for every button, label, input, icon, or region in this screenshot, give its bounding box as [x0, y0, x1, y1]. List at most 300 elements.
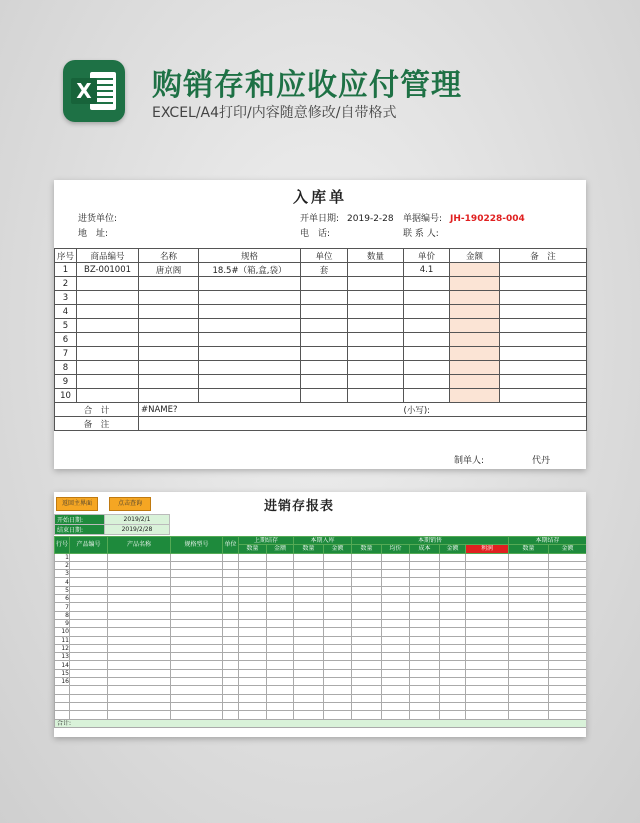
table-cell[interactable]	[239, 686, 267, 694]
table-cell[interactable]	[549, 644, 586, 652]
table-cell[interactable]	[440, 644, 466, 652]
table-cell[interactable]	[549, 578, 586, 586]
table-cell[interactable]	[171, 553, 223, 561]
table-cell[interactable]	[239, 619, 267, 627]
table-cell[interactable]	[108, 669, 171, 677]
table-cell[interactable]	[410, 578, 440, 586]
table-cell[interactable]	[77, 389, 139, 403]
table-cell[interactable]	[410, 603, 440, 611]
table-cell[interactable]	[139, 347, 199, 361]
table-cell[interactable]	[77, 375, 139, 389]
table-cell[interactable]	[324, 694, 352, 702]
table-cell[interactable]	[294, 669, 324, 677]
table-cell[interactable]	[324, 570, 352, 578]
table-cell[interactable]	[500, 347, 587, 361]
table-cell[interactable]	[450, 389, 500, 403]
table-cell[interactable]	[500, 333, 587, 347]
table-cell[interactable]	[410, 586, 440, 594]
table-cell[interactable]	[348, 319, 404, 333]
table-cell[interactable]	[382, 711, 410, 719]
table-cell[interactable]	[108, 578, 171, 586]
table-cell[interactable]	[301, 291, 348, 305]
table-cell[interactable]	[500, 291, 587, 305]
table-cell[interactable]	[294, 595, 324, 603]
table-cell[interactable]	[294, 686, 324, 694]
table-cell[interactable]	[440, 561, 466, 569]
table-cell[interactable]	[352, 678, 382, 686]
table-cell[interactable]	[108, 611, 171, 619]
table-cell[interactable]	[348, 375, 404, 389]
table-cell[interactable]	[382, 644, 410, 652]
table-cell[interactable]	[294, 678, 324, 686]
table-cell[interactable]	[440, 661, 466, 669]
table-cell[interactable]	[549, 553, 586, 561]
start-date-input[interactable]: 2019/2/1	[105, 515, 170, 525]
table-cell[interactable]	[108, 586, 171, 594]
table-cell[interactable]	[70, 611, 108, 619]
table-cell[interactable]	[171, 678, 223, 686]
table-cell[interactable]	[199, 375, 301, 389]
table-cell[interactable]	[301, 319, 348, 333]
table-cell[interactable]	[549, 619, 586, 627]
table-cell[interactable]	[223, 628, 239, 636]
table-cell[interactable]	[239, 603, 267, 611]
table-cell[interactable]	[549, 694, 586, 702]
table-cell[interactable]	[239, 561, 267, 569]
table-cell[interactable]	[410, 686, 440, 694]
table-cell[interactable]	[509, 595, 549, 603]
table-cell[interactable]	[440, 578, 466, 586]
table-cell[interactable]	[509, 669, 549, 677]
back-to-main-button[interactable]: 返回主界面	[56, 497, 98, 511]
table-cell[interactable]	[500, 319, 587, 333]
table-cell[interactable]	[352, 661, 382, 669]
table-cell[interactable]	[440, 678, 466, 686]
table-cell[interactable]	[108, 628, 171, 636]
table-cell[interactable]	[294, 561, 324, 569]
table-cell[interactable]	[171, 595, 223, 603]
table-cell[interactable]	[500, 263, 587, 277]
table-cell[interactable]	[509, 686, 549, 694]
table-cell[interactable]	[223, 678, 239, 686]
table-cell[interactable]	[239, 669, 267, 677]
table-cell[interactable]	[324, 595, 352, 603]
table-cell[interactable]	[77, 305, 139, 319]
table-cell[interactable]	[267, 653, 294, 661]
table-cell[interactable]	[239, 661, 267, 669]
table-cell[interactable]	[77, 277, 139, 291]
table-cell[interactable]	[509, 586, 549, 594]
table-cell[interactable]	[199, 361, 301, 375]
table-cell[interactable]	[171, 586, 223, 594]
table-cell[interactable]	[348, 389, 404, 403]
table-cell[interactable]	[352, 553, 382, 561]
table-cell[interactable]	[440, 603, 466, 611]
table-cell[interactable]	[440, 619, 466, 627]
table-cell[interactable]	[199, 305, 301, 319]
table-cell[interactable]	[267, 595, 294, 603]
table-cell[interactable]	[267, 636, 294, 644]
table-cell[interactable]	[223, 619, 239, 627]
table-cell[interactable]	[108, 561, 171, 569]
table-cell[interactable]	[199, 319, 301, 333]
table-cell[interactable]	[108, 694, 171, 702]
table-cell[interactable]	[549, 636, 586, 644]
table-cell[interactable]	[77, 347, 139, 361]
table-cell[interactable]	[108, 702, 171, 710]
table-cell[interactable]	[466, 628, 509, 636]
table-cell[interactable]	[223, 586, 239, 594]
table-cell[interactable]	[199, 291, 301, 305]
table-cell[interactable]	[267, 570, 294, 578]
table-cell[interactable]	[324, 553, 352, 561]
end-date-input[interactable]: 2019/2/28	[105, 525, 170, 535]
table-cell[interactable]	[450, 347, 500, 361]
table-cell[interactable]	[108, 619, 171, 627]
table-cell[interactable]	[509, 653, 549, 661]
table-cell[interactable]	[223, 561, 239, 569]
table-cell[interactable]	[239, 586, 267, 594]
table-cell[interactable]	[500, 361, 587, 375]
table-cell[interactable]	[509, 678, 549, 686]
table-cell[interactable]	[324, 578, 352, 586]
table-cell[interactable]	[509, 636, 549, 644]
table-cell[interactable]	[410, 694, 440, 702]
docno-value[interactable]: JH-190228-004	[450, 214, 525, 224]
table-cell[interactable]	[239, 711, 267, 719]
table-cell[interactable]	[352, 711, 382, 719]
table-cell[interactable]	[410, 669, 440, 677]
table-cell[interactable]	[324, 686, 352, 694]
table-cell[interactable]	[382, 561, 410, 569]
table-cell[interactable]	[549, 678, 586, 686]
table-cell[interactable]	[301, 305, 348, 319]
table-cell[interactable]	[549, 686, 586, 694]
table-cell[interactable]	[549, 611, 586, 619]
table-cell[interactable]	[223, 653, 239, 661]
table-cell[interactable]	[440, 628, 466, 636]
table-cell[interactable]	[440, 553, 466, 561]
table-cell[interactable]	[239, 644, 267, 652]
table-cell[interactable]	[352, 611, 382, 619]
table-cell[interactable]	[139, 319, 199, 333]
table-cell[interactable]	[410, 570, 440, 578]
table-cell[interactable]	[410, 711, 440, 719]
table-cell[interactable]	[509, 694, 549, 702]
query-button[interactable]: 点击查询	[109, 497, 151, 511]
table-cell[interactable]	[382, 570, 410, 578]
table-cell[interactable]	[171, 711, 223, 719]
table-cell[interactable]	[324, 611, 352, 619]
table-cell[interactable]	[294, 661, 324, 669]
table-cell[interactable]	[410, 702, 440, 710]
table-cell[interactable]	[223, 644, 239, 652]
table-cell[interactable]	[267, 694, 294, 702]
table-cell[interactable]	[139, 333, 199, 347]
table-cell[interactable]	[509, 570, 549, 578]
table-cell[interactable]	[108, 711, 171, 719]
table-cell[interactable]	[294, 553, 324, 561]
table-cell[interactable]	[352, 686, 382, 694]
table-cell[interactable]	[410, 628, 440, 636]
table-cell[interactable]: 唐京阁	[139, 263, 199, 277]
table-cell[interactable]	[450, 263, 500, 277]
table-cell[interactable]	[294, 636, 324, 644]
table-cell[interactable]	[70, 578, 108, 586]
table-cell[interactable]	[239, 653, 267, 661]
table-cell[interactable]	[410, 611, 440, 619]
table-cell[interactable]	[301, 375, 348, 389]
table-cell[interactable]	[352, 669, 382, 677]
table-cell[interactable]	[549, 661, 586, 669]
table-cell[interactable]	[324, 669, 352, 677]
table-cell[interactable]	[549, 702, 586, 710]
table-cell[interactable]	[450, 277, 500, 291]
table-cell[interactable]	[267, 644, 294, 652]
table-cell[interactable]	[108, 553, 171, 561]
table-cell[interactable]	[466, 578, 509, 586]
table-cell[interactable]	[239, 694, 267, 702]
table-cell[interactable]: 4.1	[404, 263, 450, 277]
table-cell[interactable]	[348, 263, 404, 277]
table-cell[interactable]	[410, 653, 440, 661]
table-cell[interactable]	[450, 319, 500, 333]
table-cell[interactable]	[70, 678, 108, 686]
table-cell[interactable]	[267, 619, 294, 627]
table-cell[interactable]	[294, 619, 324, 627]
table-cell[interactable]	[324, 653, 352, 661]
table-cell[interactable]	[382, 653, 410, 661]
table-cell[interactable]	[301, 361, 348, 375]
table-cell[interactable]	[70, 628, 108, 636]
table-cell[interactable]	[301, 333, 348, 347]
table-cell[interactable]	[348, 361, 404, 375]
table-cell[interactable]	[410, 661, 440, 669]
table-cell[interactable]	[404, 375, 450, 389]
table-cell[interactable]	[410, 644, 440, 652]
table-cell[interactable]	[324, 586, 352, 594]
table-cell[interactable]	[239, 628, 267, 636]
table-cell[interactable]	[500, 277, 587, 291]
table-cell[interactable]	[348, 347, 404, 361]
table-cell[interactable]	[70, 586, 108, 594]
table-cell[interactable]	[509, 553, 549, 561]
table-cell[interactable]	[404, 361, 450, 375]
table-cell[interactable]	[500, 389, 587, 403]
table-cell[interactable]	[352, 636, 382, 644]
remark-cell[interactable]	[139, 417, 587, 431]
table-cell[interactable]	[382, 628, 410, 636]
table-cell[interactable]	[267, 561, 294, 569]
table-cell[interactable]	[549, 628, 586, 636]
table-cell[interactable]	[382, 702, 410, 710]
table-cell[interactable]	[223, 636, 239, 644]
table-cell[interactable]	[410, 561, 440, 569]
table-cell[interactable]	[450, 305, 500, 319]
table-cell[interactable]	[352, 586, 382, 594]
table-cell[interactable]	[294, 711, 324, 719]
table-cell[interactable]	[324, 644, 352, 652]
table-cell[interactable]	[171, 694, 223, 702]
table-cell[interactable]	[77, 291, 139, 305]
table-cell[interactable]	[139, 389, 199, 403]
table-cell[interactable]	[139, 361, 199, 375]
table-cell[interactable]	[549, 669, 586, 677]
table-cell[interactable]	[466, 661, 509, 669]
table-cell[interactable]	[70, 603, 108, 611]
table-cell[interactable]	[267, 669, 294, 677]
table-cell[interactable]	[171, 653, 223, 661]
table-cell[interactable]	[70, 653, 108, 661]
table-cell[interactable]	[382, 636, 410, 644]
table-cell[interactable]	[294, 653, 324, 661]
table-cell[interactable]	[466, 570, 509, 578]
table-cell[interactable]	[70, 619, 108, 627]
table-cell[interactable]	[466, 653, 509, 661]
table-cell[interactable]	[324, 702, 352, 710]
table-cell[interactable]	[171, 669, 223, 677]
table-cell[interactable]	[382, 686, 410, 694]
table-cell[interactable]	[324, 636, 352, 644]
table-cell[interactable]	[348, 305, 404, 319]
table-cell[interactable]	[267, 611, 294, 619]
table-cell[interactable]	[509, 619, 549, 627]
table-cell[interactable]	[382, 678, 410, 686]
table-cell[interactable]	[466, 611, 509, 619]
table-cell[interactable]	[382, 595, 410, 603]
table-cell[interactable]	[77, 333, 139, 347]
table-cell[interactable]	[509, 711, 549, 719]
table-cell[interactable]	[199, 333, 301, 347]
table-cell[interactable]	[70, 694, 108, 702]
table-cell[interactable]	[410, 636, 440, 644]
table-cell[interactable]	[410, 678, 440, 686]
table-cell[interactable]	[171, 636, 223, 644]
table-cell[interactable]	[301, 389, 348, 403]
table-cell[interactable]	[509, 628, 549, 636]
table-cell[interactable]	[171, 686, 223, 694]
table-cell[interactable]	[294, 603, 324, 611]
table-cell[interactable]	[324, 711, 352, 719]
table-cell[interactable]: 套	[301, 263, 348, 277]
table-cell[interactable]	[267, 553, 294, 561]
table-cell[interactable]	[223, 694, 239, 702]
table-cell[interactable]	[239, 595, 267, 603]
table-cell[interactable]	[267, 686, 294, 694]
table-cell[interactable]	[440, 611, 466, 619]
table-cell[interactable]	[267, 711, 294, 719]
table-cell[interactable]	[466, 595, 509, 603]
table-cell[interactable]	[70, 561, 108, 569]
date-value[interactable]: 2019-2-28	[347, 214, 394, 224]
table-cell[interactable]	[450, 361, 500, 375]
table-cell[interactable]	[294, 702, 324, 710]
table-cell[interactable]	[382, 611, 410, 619]
table-cell[interactable]	[139, 277, 199, 291]
table-cell[interactable]	[223, 553, 239, 561]
table-cell[interactable]	[294, 570, 324, 578]
table-cell[interactable]	[171, 611, 223, 619]
table-cell[interactable]	[70, 702, 108, 710]
table-cell[interactable]	[239, 702, 267, 710]
table-cell[interactable]	[440, 653, 466, 661]
table-cell[interactable]	[70, 711, 108, 719]
table-cell[interactable]	[108, 636, 171, 644]
table-cell[interactable]	[223, 570, 239, 578]
table-cell[interactable]	[239, 578, 267, 586]
table-cell[interactable]	[440, 694, 466, 702]
table-cell[interactable]	[70, 644, 108, 652]
table-cell[interactable]	[549, 711, 586, 719]
table-cell[interactable]	[239, 570, 267, 578]
table-cell[interactable]	[440, 636, 466, 644]
table-cell[interactable]	[294, 586, 324, 594]
table-cell[interactable]	[466, 694, 509, 702]
table-cell[interactable]	[382, 553, 410, 561]
table-cell[interactable]	[352, 694, 382, 702]
table-cell[interactable]	[382, 603, 410, 611]
table-cell[interactable]	[466, 711, 509, 719]
table-cell[interactable]	[171, 570, 223, 578]
table-cell[interactable]	[70, 661, 108, 669]
table-cell[interactable]	[404, 389, 450, 403]
table-cell[interactable]	[239, 611, 267, 619]
table-cell[interactable]	[267, 603, 294, 611]
table-cell[interactable]	[549, 595, 586, 603]
table-cell[interactable]: BZ-001001	[77, 263, 139, 277]
table-cell[interactable]	[70, 636, 108, 644]
table-cell[interactable]	[352, 603, 382, 611]
table-cell[interactable]	[352, 644, 382, 652]
table-cell[interactable]	[500, 305, 587, 319]
table-cell[interactable]	[466, 561, 509, 569]
table-cell[interactable]	[466, 678, 509, 686]
table-cell[interactable]	[440, 702, 466, 710]
table-cell[interactable]	[466, 702, 509, 710]
table-cell[interactable]	[171, 578, 223, 586]
table-cell[interactable]	[352, 702, 382, 710]
table-cell[interactable]	[199, 277, 301, 291]
table-cell[interactable]	[348, 277, 404, 291]
table-cell[interactable]	[382, 669, 410, 677]
table-cell[interactable]	[301, 277, 348, 291]
table-cell[interactable]	[324, 628, 352, 636]
table-cell[interactable]	[267, 586, 294, 594]
table-cell[interactable]	[440, 669, 466, 677]
table-cell[interactable]	[404, 277, 450, 291]
table-cell[interactable]	[171, 661, 223, 669]
table-cell[interactable]	[324, 678, 352, 686]
table-cell[interactable]	[440, 595, 466, 603]
table-cell[interactable]	[108, 686, 171, 694]
table-cell[interactable]	[410, 595, 440, 603]
table-cell[interactable]	[239, 553, 267, 561]
table-cell[interactable]	[108, 603, 171, 611]
table-cell[interactable]	[440, 586, 466, 594]
table-cell[interactable]	[108, 570, 171, 578]
table-cell[interactable]	[171, 628, 223, 636]
table-cell[interactable]	[382, 578, 410, 586]
table-cell[interactable]	[77, 319, 139, 333]
table-cell[interactable]	[450, 291, 500, 305]
table-cell[interactable]	[223, 595, 239, 603]
table-cell[interactable]	[294, 644, 324, 652]
table-cell[interactable]	[108, 661, 171, 669]
table-cell[interactable]	[410, 619, 440, 627]
table-cell[interactable]	[171, 603, 223, 611]
table-cell[interactable]	[450, 333, 500, 347]
table-cell[interactable]	[466, 644, 509, 652]
